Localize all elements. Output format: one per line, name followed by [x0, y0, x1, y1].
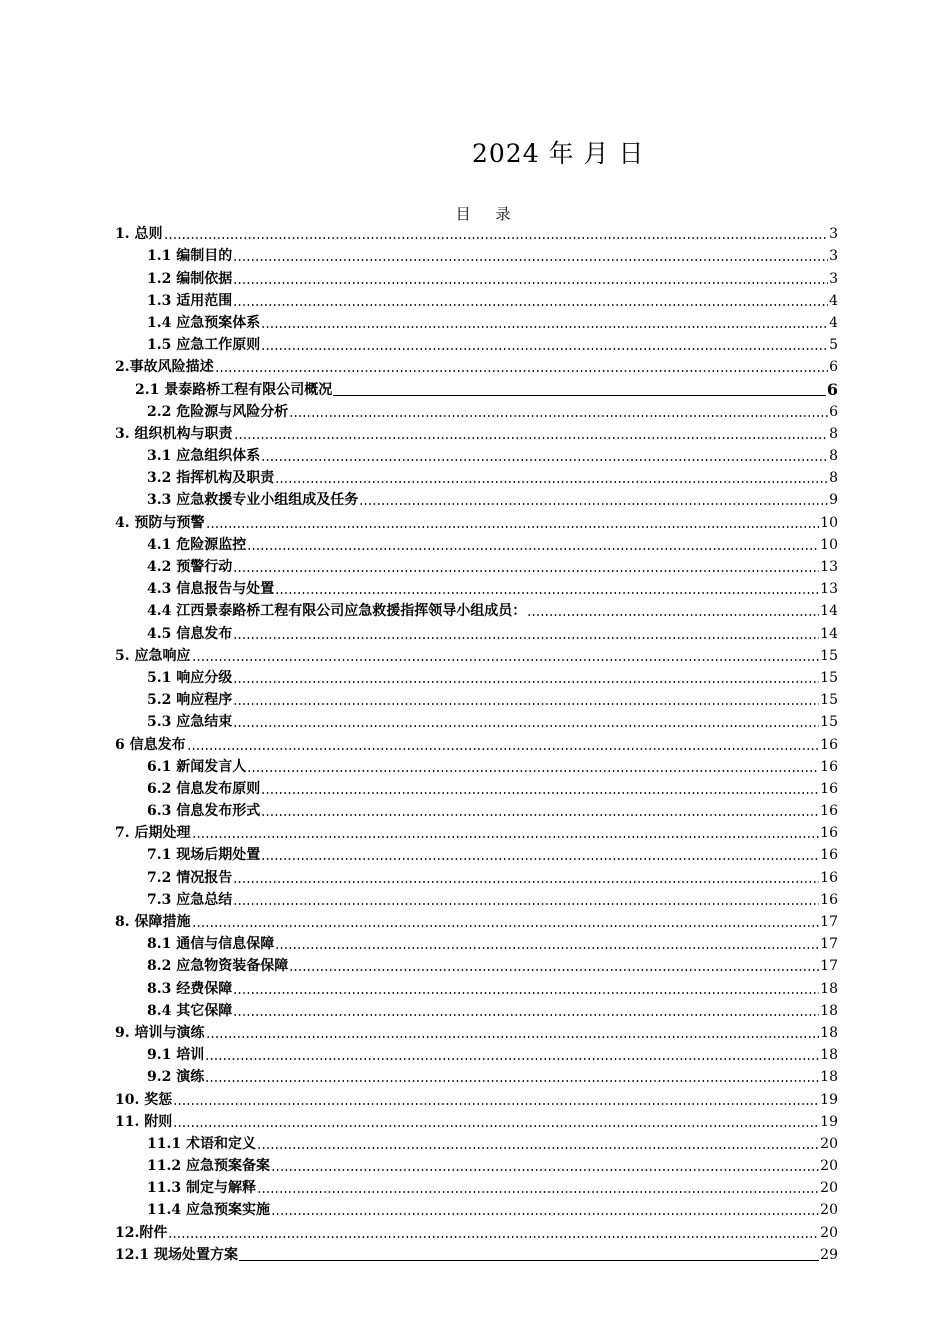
toc-entry-page: 20 — [820, 1180, 838, 1197]
toc-entry[interactable] — [115, 465, 838, 487]
toc-entry-page: 16 — [820, 891, 838, 908]
toc-entry[interactable] — [115, 1175, 838, 1197]
toc-entry-page: 4 — [829, 314, 838, 331]
toc-entry-page: 4 — [829, 292, 838, 309]
toc-leader — [233, 703, 819, 705]
toc-leader — [173, 1125, 819, 1127]
toc-leader — [233, 903, 819, 905]
toc-entry-label: 1.2 编制依据 — [147, 270, 233, 287]
toc-entry-page: 17 — [820, 958, 838, 975]
toc-entry-label: 7.2 情况报告 — [147, 869, 233, 886]
toc-entry-page: 8 — [829, 448, 838, 465]
toc-entry-label: 6 信息发布 — [115, 736, 186, 753]
toc-entry-label: 1.5 应急工作原则 — [147, 337, 261, 354]
toc-entry-page: 17 — [820, 936, 838, 953]
toc-leader — [359, 503, 828, 505]
toc-entry[interactable] — [115, 1109, 838, 1131]
toc-leader — [233, 304, 828, 306]
toc-entry-page: 6 — [829, 359, 838, 376]
toc-entry-page: 8 — [829, 470, 838, 487]
toc-entry[interactable] — [115, 731, 838, 753]
toc-entry-label: 10. 奖惩 — [115, 1091, 173, 1108]
toc-entry-label: 9.1 培训 — [147, 1047, 205, 1064]
toc-leader — [257, 1191, 819, 1193]
toc-entry-label: 12.1 现场处置方案 — [115, 1246, 238, 1263]
toc-entry[interactable] — [115, 598, 838, 620]
toc-entry[interactable] — [115, 975, 838, 997]
toc-leader — [261, 459, 828, 461]
toc-entry-label: 5.1 响应分级 — [147, 669, 233, 686]
toc-leader — [261, 814, 819, 816]
toc-entry-label: 1. 总则 — [115, 226, 163, 243]
toc-entry-page: 3 — [829, 226, 838, 243]
toc-leader — [168, 1236, 819, 1238]
toc-entry[interactable] — [115, 1242, 838, 1264]
toc-entry[interactable] — [115, 909, 838, 931]
toc-entry-page: 19 — [820, 1091, 838, 1108]
toc-entry[interactable] — [115, 554, 838, 576]
toc-entry-page: 16 — [820, 780, 838, 797]
toc-leader — [289, 969, 819, 971]
toc-entry-label: 6.1 新闻发言人 — [147, 758, 247, 775]
toc-leader — [164, 237, 829, 239]
toc-leader — [261, 326, 828, 328]
toc-entry-label: 1.4 应急预案体系 — [147, 314, 261, 331]
toc-entry[interactable] — [115, 243, 838, 265]
toc-entry-page: 14 — [820, 625, 838, 642]
toc-entry-page: 16 — [820, 758, 838, 775]
toc-leader — [233, 1014, 819, 1016]
toc-entry-label: 5. 应急响应 — [115, 647, 191, 664]
toc-entry-page: 18 — [820, 1002, 838, 1019]
toc-entry-page: 10 — [820, 536, 838, 553]
toc-entry-page: 18 — [820, 1024, 838, 1041]
toc-entry-page: 18 — [820, 1047, 838, 1064]
toc-leader — [261, 348, 828, 350]
toc-entry-page: 20 — [820, 1158, 838, 1175]
toc-entry-page: 13 — [820, 581, 838, 598]
toc-entry-page: 18 — [820, 1069, 838, 1086]
toc-entry[interactable] — [115, 754, 838, 776]
toc-entry[interactable] — [115, 376, 838, 398]
toc-entry-label: 3.2 指挥机构及职责 — [147, 470, 275, 487]
toc-leader — [261, 792, 819, 794]
toc-entry-label: 3.3 应急救援专业小组组成及任务 — [147, 492, 359, 509]
toc-entry-label: 2.2 危险源与风险分析 — [147, 403, 289, 420]
toc-entry[interactable] — [115, 1020, 838, 1042]
toc-entry[interactable] — [115, 576, 838, 598]
toc-entry-label: 8.4 其它保障 — [147, 1002, 233, 1019]
toc-entry-label: 3. 组织机构与职责 — [115, 425, 233, 442]
toc-leader — [271, 1169, 819, 1171]
toc-leader — [271, 1213, 819, 1215]
toc-entry-label: 5.3 应急结束 — [147, 714, 233, 731]
toc-entry-label: 4.1 危险源监控 — [147, 536, 247, 553]
toc-leader — [206, 526, 820, 528]
toc-entry[interactable] — [115, 288, 838, 310]
toc-entry[interactable] — [115, 1219, 838, 1241]
table-of-contents — [115, 221, 838, 1264]
toc-leader — [205, 1058, 819, 1060]
toc-entry[interactable] — [115, 798, 838, 820]
toc-entry[interactable] — [115, 443, 838, 465]
toc-entry-label: 4.5 信息发布 — [147, 625, 233, 642]
toc-entry-page: 15 — [820, 714, 838, 731]
toc-entry[interactable] — [115, 665, 838, 687]
toc-leader — [289, 415, 828, 417]
toc-leader — [275, 947, 819, 949]
toc-entry[interactable] — [115, 265, 838, 287]
toc-leader — [192, 836, 820, 838]
toc-entry-page: 13 — [820, 559, 838, 575]
toc-leader — [205, 1080, 819, 1082]
toc-entry[interactable] — [115, 620, 838, 642]
toc-entry-label: 8.2 应急物资装备保障 — [147, 958, 289, 975]
toc-leader — [233, 681, 819, 683]
toc-leader — [233, 725, 819, 727]
toc-entry-page: 16 — [820, 803, 838, 820]
toc-entry-page: 16 — [820, 825, 838, 842]
toc-leader — [173, 1103, 819, 1105]
toc-entry[interactable] — [115, 532, 838, 554]
toc-entry-label: 11.3 制定与解释 — [147, 1180, 256, 1197]
toc-entry-label: 6.3 信息发布形式 — [147, 803, 261, 820]
toc-leader — [233, 637, 819, 639]
toc-entry[interactable] — [115, 310, 838, 332]
toc-entry-label: 9. 培训与演练 — [115, 1024, 205, 1041]
toc-entry[interactable] — [115, 399, 838, 421]
toc-entry-label: 7. 后期处理 — [115, 825, 191, 842]
toc-entry-label: 2.1 景泰路桥工程有限公司概况 — [135, 381, 333, 398]
toc-entry-page: 29 — [820, 1246, 838, 1263]
toc-entry[interactable] — [115, 354, 838, 376]
toc-entry[interactable] — [115, 509, 838, 531]
toc-entry[interactable] — [115, 221, 838, 243]
toc-entry-page: 20 — [820, 1135, 838, 1152]
toc-entry-page: 15 — [820, 692, 838, 709]
toc-leader — [233, 570, 819, 572]
toc-entry-label: 3.1 应急组织体系 — [147, 448, 261, 465]
toc-entry-page: 16 — [820, 869, 838, 886]
toc-entry-label: 8. 保障措施 — [115, 914, 191, 930]
toc-entry-label: 4.4 江西景泰路桥工程有限公司应急救援指挥领导小组成员： — [147, 603, 527, 620]
toc-leader — [247, 548, 819, 550]
toc-leader — [233, 881, 819, 883]
toc-title: 目 录 — [455, 205, 521, 223]
toc-entry-page: 15 — [820, 647, 838, 664]
toc-entry[interactable] — [115, 953, 838, 975]
toc-leader — [239, 1260, 819, 1261]
toc-entry-label: 4.2 预警行动 — [147, 559, 233, 575]
toc-entry[interactable] — [115, 1064, 838, 1086]
toc-entry-page: 16 — [820, 736, 838, 753]
toc-leader — [192, 659, 820, 661]
toc-entry-page: 16 — [820, 847, 838, 864]
toc-entry-label: 1.3 适用范围 — [147, 292, 233, 309]
toc-leader — [275, 481, 828, 483]
toc-entry-label: 11.1 术语和定义 — [147, 1135, 256, 1152]
toc-leader — [233, 282, 828, 284]
toc-entry-label: 6.2 信息发布原则 — [147, 780, 261, 797]
toc-entry[interactable] — [115, 820, 838, 842]
toc-entry-label: 5.2 响应程序 — [147, 692, 233, 709]
toc-leader — [233, 259, 828, 261]
toc-leader — [192, 925, 820, 927]
toc-entry-page: 9 — [829, 492, 838, 509]
toc-entry-page: 3 — [829, 248, 838, 265]
toc-leader — [215, 370, 828, 372]
toc-entry[interactable] — [115, 887, 838, 909]
toc-entry-label: 7.1 现场后期处置 — [147, 847, 261, 864]
toc-leader — [333, 395, 826, 396]
toc-entry-label: 4. 预防与预警 — [115, 514, 205, 531]
toc-entry-page: 15 — [820, 669, 838, 686]
toc-entry[interactable] — [115, 864, 838, 886]
date-line: 2024 年 月 日 — [472, 139, 645, 168]
toc-entry-label: 8.3 经费保障 — [147, 980, 233, 997]
toc-leader — [527, 614, 819, 616]
toc-entry[interactable] — [115, 1197, 838, 1219]
toc-entry[interactable] — [115, 709, 838, 731]
toc-entry[interactable] — [115, 776, 838, 798]
toc-entry-page: 3 — [829, 270, 838, 287]
toc-entry-label: 11.4 应急预案实施 — [147, 1202, 270, 1219]
toc-entry-label: 8.1 通信与信息保障 — [147, 936, 275, 953]
toc-leader — [206, 1036, 820, 1038]
toc-entry[interactable] — [115, 842, 838, 864]
toc-entry[interactable] — [115, 998, 838, 1020]
toc-entry-label: 7.3 应急总结 — [147, 891, 233, 908]
toc-entry-page: 6 — [826, 379, 838, 399]
toc-leader — [247, 770, 819, 772]
toc-entry[interactable] — [115, 931, 838, 953]
toc-entry-label: 2.事故风险描述 — [115, 359, 214, 376]
toc-entry-label: 11.2 应急预案备案 — [147, 1158, 270, 1175]
toc-leader — [233, 992, 819, 994]
toc-entry[interactable] — [115, 1086, 838, 1108]
toc-entry-page: 20 — [820, 1224, 838, 1241]
toc-entry[interactable] — [115, 332, 838, 354]
toc-entry[interactable] — [115, 687, 838, 709]
toc-leader — [275, 592, 819, 594]
toc-entry-page: 18 — [820, 980, 838, 997]
toc-entry-page: 19 — [820, 1113, 838, 1130]
toc-entry-page: 10 — [820, 514, 838, 531]
toc-entry-page: 14 — [820, 603, 838, 620]
toc-entry-label: 4.3 信息报告与处置 — [147, 581, 275, 598]
toc-entry-page: 6 — [829, 403, 838, 420]
toc-entry-page: 20 — [820, 1202, 838, 1219]
toc-entry[interactable] — [115, 421, 838, 443]
toc-entry-label: 9.2 演练 — [147, 1069, 205, 1086]
toc-leader — [187, 748, 820, 750]
toc-entry-label: 11. 附则 — [115, 1113, 173, 1130]
toc-leader — [257, 1147, 819, 1149]
toc-entry-label: 1.1 编制目的 — [147, 248, 233, 265]
toc-entry-page: 5 — [829, 337, 838, 354]
toc-leader — [234, 437, 829, 439]
toc-entry[interactable] — [115, 1042, 838, 1064]
toc-entry[interactable] — [115, 643, 838, 665]
toc-entry-page: 8 — [829, 425, 838, 442]
toc-entry[interactable] — [115, 1153, 838, 1175]
toc-leader — [261, 858, 819, 860]
toc-entry[interactable] — [115, 1131, 838, 1153]
toc-entry[interactable] — [115, 487, 838, 509]
toc-entry-page: 17 — [820, 914, 838, 930]
toc-entry-label: 12.附件 — [115, 1224, 168, 1241]
